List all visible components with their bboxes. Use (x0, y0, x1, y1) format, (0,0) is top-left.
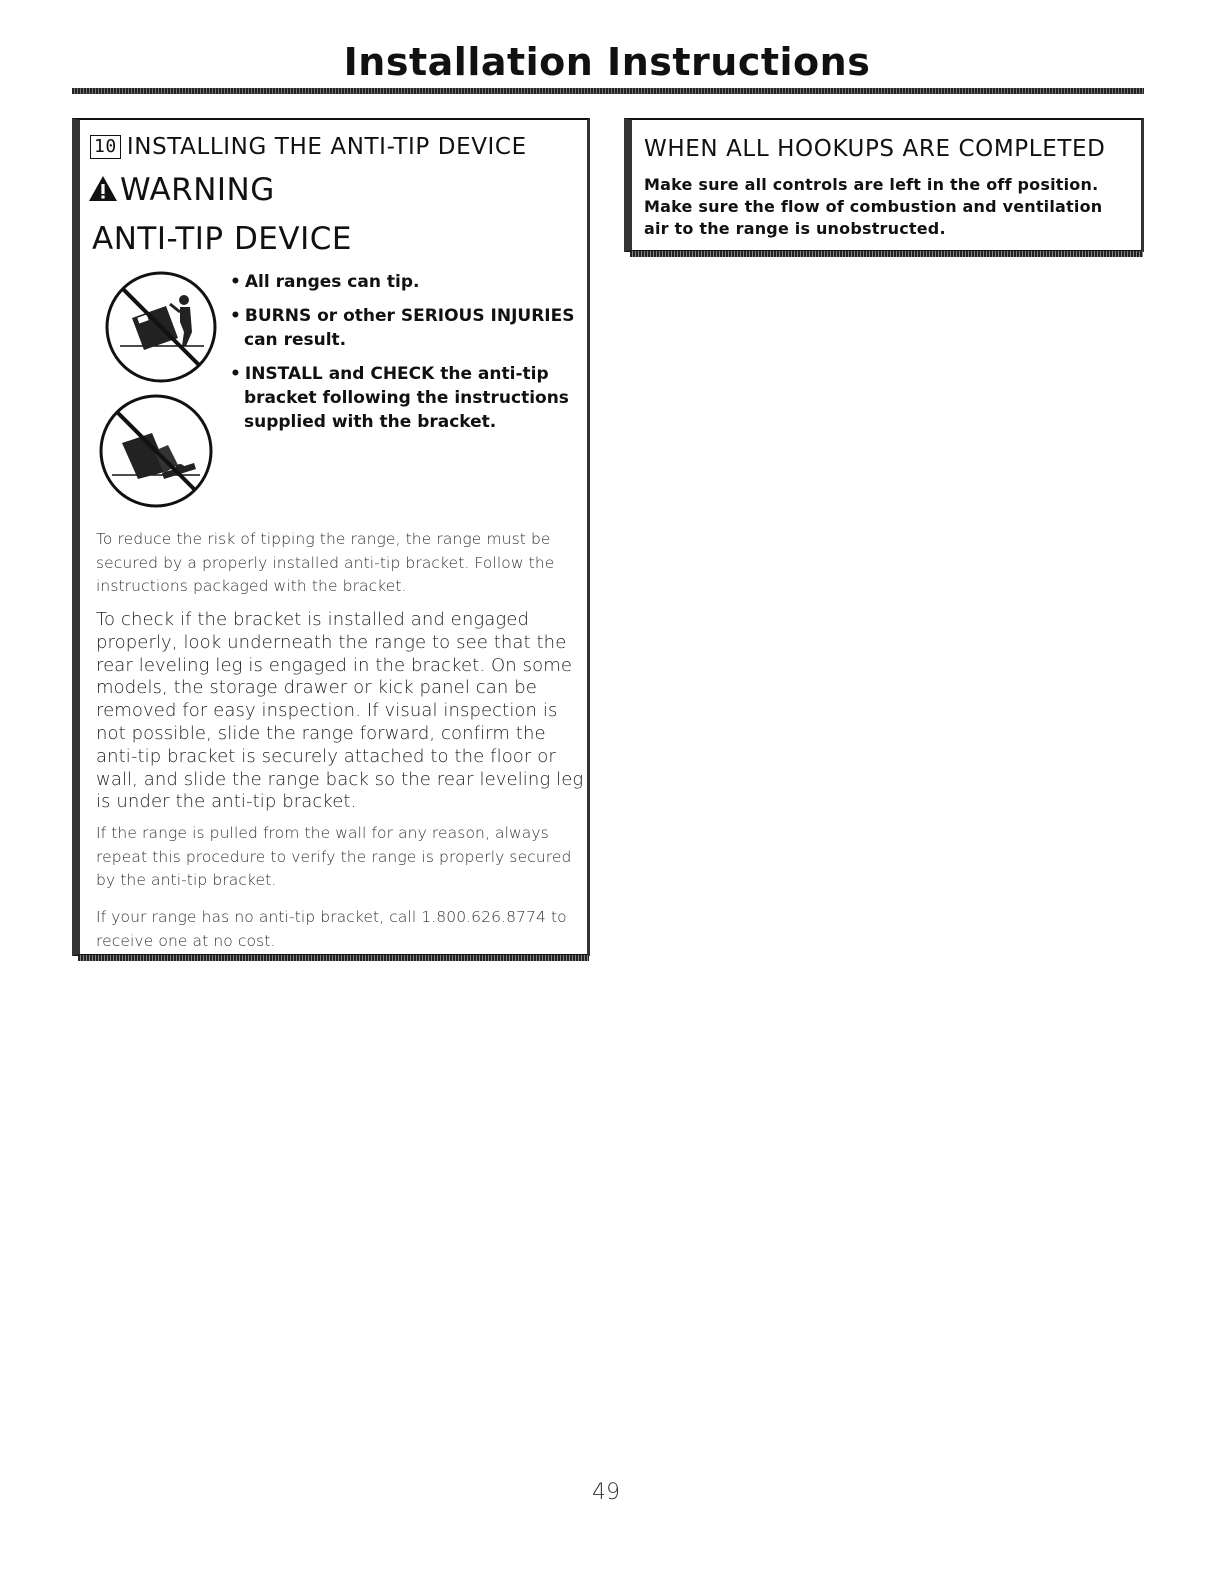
paragraph-check-bracket: To check if the bracket is installed and engaged properly, look underneath the range to see that the rear leveling leg is engaged in the bracket. On some models, the storage drawer or kick panel can be removed for easy inspection. If visual inspection is not possible, slide the range forward, confirm the anti-tip bracket is securely attached to the floor or wall, and slide the range back so the rear leveling leg is under the anti-tip bracket. (96, 609, 584, 813)
anti-tip-section (72, 118, 590, 956)
list-item: • INSTALL and CHECK the anti-tip bracket following the instructions supplied with the bracket. (230, 364, 569, 432)
hookups-completed-section (624, 118, 1144, 252)
list-item: • All ranges can tip. (230, 272, 420, 292)
hookups-heading: WHEN ALL HOOKUPS ARE COMPLETED (644, 136, 1106, 162)
paragraph-pulled-from-wall: If the range is pulled from the wall for any reason, always repeat this procedure to verify the range is properly secured by the anti-tip bracket. (96, 824, 572, 889)
hookups-text: Make sure all controls are left in the off position. Make sure the flow of combustion and ventilation air to the range is unobstructed. (644, 175, 1103, 238)
warning-label: WARNING (120, 172, 275, 208)
list-item: • BURNS or other SERIOUS INJURIES can result. (230, 306, 575, 350)
child-tipping-range-prohibited-icon (104, 270, 218, 384)
warning-triangle-icon (88, 175, 118, 202)
page-number: 49 (592, 1480, 620, 1505)
paragraph-reduce-risk: To reduce the risk of tipping the range, the range must be secured by a properly installed anti-tip bracket. Follow the instructions packaged with the bracket. (96, 530, 555, 595)
warning-line (88, 172, 275, 208)
anti-tip-device-heading: ANTI-TIP DEVICE (92, 221, 352, 257)
range-tipping-prohibited-icon (98, 393, 214, 509)
section-heading (90, 134, 527, 160)
title-rule (72, 88, 1144, 94)
warning-bullet-list (230, 270, 590, 444)
section-heading-text: INSTALLING THE ANTI-TIP DEVICE (126, 134, 527, 160)
page-title: Installation Instructions (343, 40, 871, 84)
step-number-badge: 10 (90, 135, 121, 159)
paragraph-call-number: If your range has no anti-tip bracket, call 1.800.626.8774 to receive one at no cost. (96, 908, 567, 950)
